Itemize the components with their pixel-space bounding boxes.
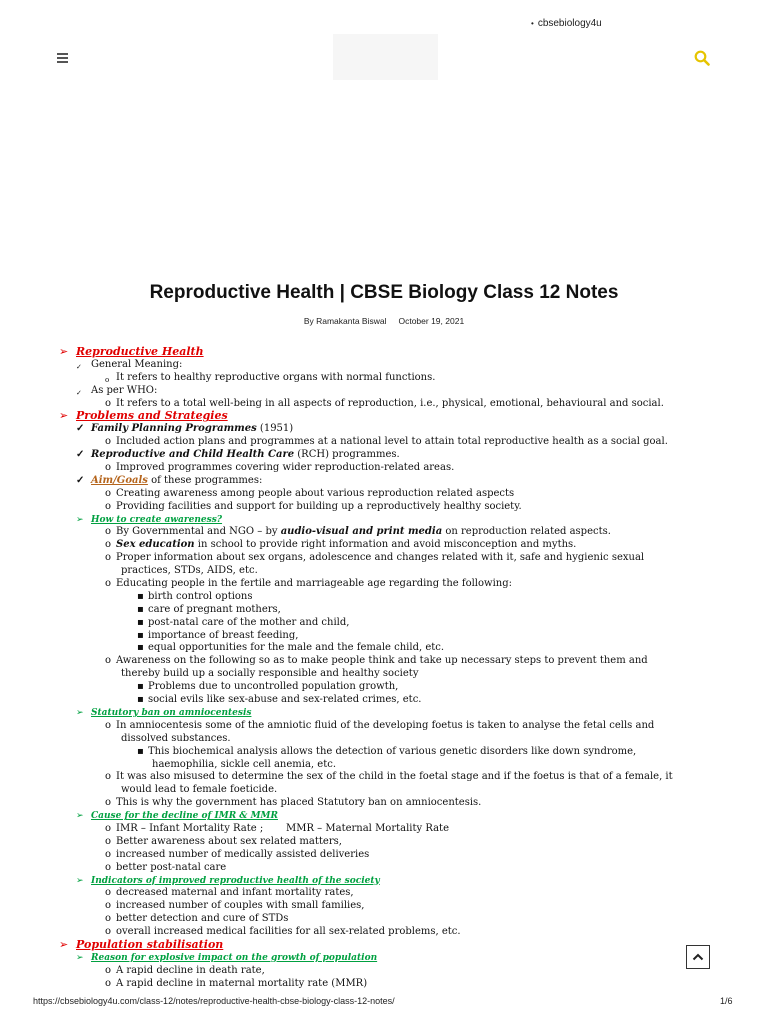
list-item-continued: thereby build up a socially responsible and healthy society — [121, 668, 419, 680]
circle-bullet-icon: o — [105, 835, 112, 847]
page-title: Reproductive Health | CBSE Biology Class 12 Notes — [149, 282, 619, 303]
section-heading: ➢ Problems and Strategies — [59, 409, 228, 423]
subsection-heading: ➢ Indicators of improved reproductive health of the society — [76, 875, 380, 886]
subsection-heading: ➢ Statutory ban on amniocentesis — [76, 707, 252, 718]
circle-bullet-icon: o — [105, 487, 112, 499]
list-item: ▪ post-natal care of the mother and child, — [137, 616, 350, 628]
circle-bullet-icon: o — [105, 797, 112, 809]
site-link-text: cbsebiology4u — [537, 18, 602, 29]
scroll-to-top-button[interactable] — [686, 945, 710, 969]
list-item-continued: would lead to female foeticide. — [121, 784, 278, 796]
list-item: ▪ importance of breast feeding, — [137, 629, 299, 641]
circle-bullet-icon: o — [105, 552, 112, 564]
arrow-bullet-icon: ➢ — [59, 937, 69, 951]
chevron-up-icon — [687, 946, 709, 968]
dash-bullet-icon: ▪ — [137, 745, 144, 757]
article-body — [0, 346, 768, 991]
list-item: ✓ As per WHO: — [0, 385, 768, 398]
circle-bullet-icon: o — [105, 397, 112, 409]
check-bullet-icon: ✓ — [76, 423, 85, 435]
circle-bullet-icon: o — [105, 578, 112, 590]
dash-bullet-icon: ▪ — [137, 616, 144, 628]
site-link[interactable] — [531, 18, 602, 29]
circle-bullet-icon: o — [105, 526, 112, 538]
list-item: o better detection and cure of STDs — [105, 913, 289, 925]
list-item: ▪ equal opportunities for the male and the female child, etc. — [137, 642, 445, 654]
circle-bullet-icon: o — [105, 977, 112, 989]
page-url: https://cbsebiology4u.com/class-12/notes/reproductive-health-cbse-biology-class-12-notes/ — [33, 996, 395, 1006]
link-bullet: • — [531, 19, 534, 28]
list-item-continued: haemophilia, sickle cell anemia, etc. — [152, 758, 336, 770]
arrow-bullet-icon: ➢ — [76, 707, 84, 718]
circle-bullet-icon: o — [105, 900, 112, 912]
list-item: o Proper information about sex organs, adolescence and changes related with it, safe and hygienic sexual — [105, 552, 645, 564]
subsection-heading: ➢ How to create awareness? — [76, 514, 223, 525]
list-item: o A rapid decline in maternal mortality rate (MMR) — [105, 977, 368, 989]
list-item: ▪ social evils like sex-abuse and sex-related crimes, etc. — [137, 694, 422, 706]
circle-bullet-icon: o — [105, 964, 112, 976]
byline — [0, 316, 768, 326]
dash-bullet-icon: ▪ — [137, 629, 144, 641]
site-logo[interactable] — [333, 34, 438, 80]
dash-bullet-icon: ▪ — [137, 694, 144, 706]
circle-bullet-icon: o — [105, 655, 112, 667]
section-heading: ➢ Reproductive Health — [59, 345, 204, 358]
circle-bullet-icon: o — [105, 436, 112, 448]
list-item: ✓ Reproductive and Child Health Care (RCH) programmes. — [76, 449, 400, 461]
list-item: o It refers to a total well-being in all aspects of reproduction, i.e., physical, emotional, behavioural and social. — [105, 397, 664, 409]
list-item: o It refers to healthy reproductive organs with normal functions. — [0, 372, 768, 385]
list-item: o Creating awareness among people about various reproduction related aspects — [105, 487, 515, 499]
check-bullet-icon: ✓ — [76, 449, 85, 461]
list-item: o increased number of couples with small families, — [105, 900, 365, 912]
publish-date: October 19, 2021 — [398, 316, 465, 326]
arrow-bullet-icon: ➢ — [59, 409, 69, 423]
list-item: o Providing facilities and support for building up a reproductively healthy society. — [105, 500, 522, 512]
list-item: ▪ care of pregnant mothers, — [137, 603, 281, 615]
circle-bullet-icon: o — [105, 848, 112, 860]
list-item-continued: practices, STDs, AIDS, etc. — [121, 565, 258, 577]
list-item: o Improved programmes covering wider reproduction-related areas. — [105, 462, 455, 474]
arrow-bullet-icon: ➢ — [59, 345, 69, 358]
list-item: ▪ birth control options — [137, 590, 253, 602]
check-bullet-icon: ✓ — [76, 474, 85, 486]
list-item: ✓ Family Planning Programmes (1951) — [76, 423, 294, 435]
section-heading: ➢ Population stabilisation — [59, 937, 224, 951]
author[interactable]: By Ramakanta Biswal — [303, 316, 387, 326]
circle-bullet-icon: o — [105, 822, 112, 834]
list-item: o decreased maternal and infant mortality rates, — [105, 887, 354, 899]
circle-bullet-icon: o — [105, 887, 112, 899]
list-item: o Sex education in school to provide right information and avoid misconception and myths. — [105, 539, 577, 551]
circle-bullet-icon: o — [105, 375, 110, 384]
list-item: ✓ Aim/Goals of these programmes: — [76, 474, 263, 486]
dash-bullet-icon: ▪ — [137, 603, 144, 615]
circle-bullet-icon: o — [105, 913, 112, 925]
list-item: o Educating people in the fertile and marriageable age regarding the following: — [105, 578, 512, 590]
arrow-bullet-icon: ➢ — [76, 514, 84, 525]
circle-bullet-icon: o — [105, 500, 112, 512]
list-item-continued: dissolved substances. — [121, 732, 231, 744]
dash-bullet-icon: ▪ — [137, 590, 144, 602]
check-bullet-icon: ✓ — [76, 362, 82, 371]
dash-bullet-icon: ▪ — [137, 681, 144, 693]
list-item: ✓ General Meaning: — [0, 359, 768, 372]
arrow-bullet-icon: ➢ — [76, 811, 84, 822]
dash-bullet-icon: ▪ — [137, 642, 144, 654]
list-item: o A rapid decline in death rate, — [105, 964, 265, 976]
list-item: o increased number of medically assisted deliveries — [105, 848, 370, 860]
search-icon[interactable] — [694, 50, 710, 66]
hamburger-menu-icon[interactable] — [57, 53, 68, 62]
list-item: o Included action plans and programmes at a national level to attain total reproductive health as a social goal. — [105, 436, 668, 448]
subsection-heading: ➢ Reason for explosive impact on the growth of population — [76, 952, 378, 963]
circle-bullet-icon: o — [105, 539, 112, 551]
list-item: o This is why the government has placed Statutory ban on amniocentesis. — [105, 797, 482, 809]
list-item: o overall increased medical facilities for all sex-related problems, etc. — [105, 926, 461, 938]
circle-bullet-icon: o — [105, 926, 112, 938]
list-item: o By Governmental and NGO – by audio-visual and print media on reproduction related aspects. — [105, 526, 611, 538]
circle-bullet-icon: o — [105, 861, 112, 873]
circle-bullet-icon: o — [105, 462, 112, 474]
list-item: ▪ Problems due to uncontrolled population growth, — [137, 681, 399, 693]
list-item: o better post-natal care — [105, 861, 227, 873]
list-item: o IMR – Infant Mortality Rate ; MMR – Maternal Mortality Rate — [105, 822, 449, 834]
circle-bullet-icon: o — [105, 771, 112, 783]
list-item: o In amniocentesis some of the amniotic fluid of the developing foetus is taken to analyse the fetal cells and — [105, 719, 655, 731]
circle-bullet-icon: o — [105, 719, 112, 731]
list-item: o Awareness on the following so as to make people think and take up necessary steps to prevent them and — [105, 655, 648, 667]
list-item: o It was also misused to determine the sex of the child in the foetal stage and if the foetus is that of a female, it — [105, 771, 673, 783]
list-item: ▪ This biochemical analysis allows the detection of various genetic disorders like down syndrome, — [137, 745, 637, 757]
arrow-bullet-icon: ➢ — [76, 875, 84, 886]
subsection-heading: ➢ Cause for the decline of IMR & MMR — [76, 811, 278, 822]
check-bullet-icon: ✓ — [76, 388, 82, 397]
list-item: o Better awareness about sex related matters, — [105, 835, 342, 847]
arrow-bullet-icon: ➢ — [76, 952, 84, 963]
page-number: 1/6 — [720, 996, 733, 1006]
